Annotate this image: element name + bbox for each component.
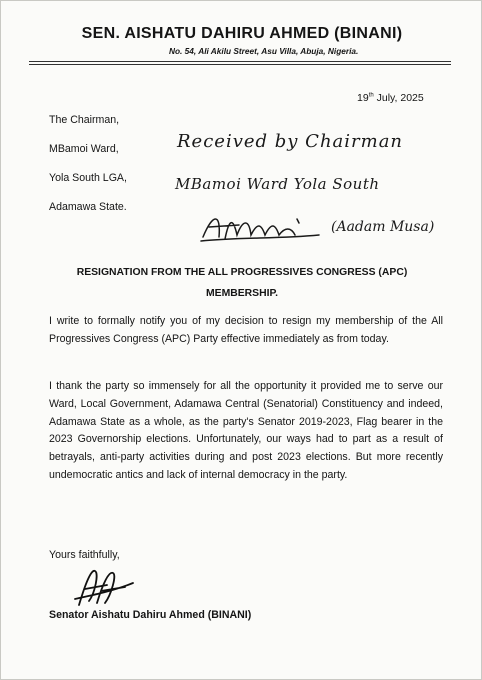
received-note-line2: MBamoi Ward Yola South xyxy=(175,175,380,193)
date-suffix: th xyxy=(368,92,374,99)
letterhead-name: SEN. AISHATU DAHIRU AHMED (BINANI) xyxy=(81,25,403,42)
recipient-address xyxy=(49,114,127,230)
letter-date xyxy=(357,92,424,104)
recipient-line: MBamoi Ward, xyxy=(49,143,119,155)
signature xyxy=(73,565,143,609)
received-note-line3: (Aadam Musa) xyxy=(331,219,435,235)
date-day: 19 xyxy=(357,92,369,104)
closing-salutation: Yours faithfully, xyxy=(49,549,120,561)
recipient-line: Adamawa State. xyxy=(49,201,127,213)
received-note-line1: Received by Chairman xyxy=(177,131,404,152)
received-signature-scribble xyxy=(199,209,324,245)
signer-name: Senator Aishatu Dahiru Ahmed (BINANI) xyxy=(49,609,252,621)
letterhead-rule-bottom xyxy=(29,64,451,65)
date-month-year: July, 2025 xyxy=(373,92,424,104)
recipient-line: Yola South LGA, xyxy=(49,172,127,184)
letterhead-rule-top xyxy=(29,61,451,62)
subject-line1: RESIGNATION FROM THE ALL PROGRESSIVES CONGRESS (APC) xyxy=(76,267,408,278)
recipient-line: The Chairman, xyxy=(49,114,120,126)
letterhead-address: No. 54, Ali Akilu Street, Asu Villa, Abuja, Nigeria. xyxy=(169,46,359,56)
subject-line2: MEMBERSHIP. xyxy=(206,288,278,299)
body-paragraph-2: I thank the party so immensely for all the opportunity it provided me to serve our Ward, Local Government, Adamawa Central (Senatorial) Constituency and indeed, Adamawa State as a whole, as the party's Senator 2019-2023, Flag bearer in the 2023 Governorship elections. Unfortunately, our ways had to part as a result of betrayals, anti-party activities during and post 2023 elections. But more recently undemocratic antics and lack of internal democracy in the party. xyxy=(49,380,443,481)
body-paragraph-1: I write to formally notify you of my decision to resign my membership of the All Progressives Congress (APC) Party effective immediately as from today. xyxy=(49,315,443,345)
subject-heading xyxy=(41,262,443,304)
